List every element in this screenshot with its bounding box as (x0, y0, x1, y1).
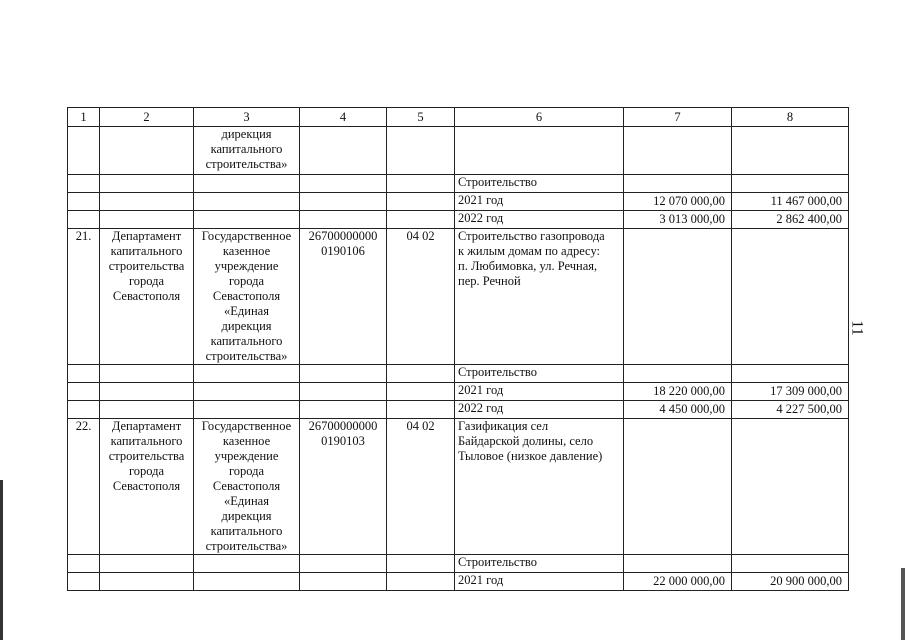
year-cell: 2022 год (455, 211, 624, 229)
text-line: казенное (222, 244, 271, 258)
year-cell: 2021 год (455, 573, 624, 591)
organization-cell (194, 229, 300, 365)
text-line: Государственное (201, 419, 292, 433)
text-line: строительства» (205, 157, 288, 171)
table-row (68, 401, 849, 419)
column-header: 4 (300, 108, 387, 127)
text-line: капитального (110, 434, 183, 448)
table-row (68, 573, 849, 591)
text-line: строительства» (205, 349, 288, 363)
text-line: строительства (108, 449, 185, 463)
amount-cell: 22 000 000,00 (624, 573, 732, 591)
code-cell (300, 229, 387, 365)
amount-cell: 18 220 000,00 (624, 383, 732, 401)
text-line: Севастополя (112, 479, 181, 493)
column-header: 7 (624, 108, 732, 127)
section-cell: 04 02 (387, 229, 455, 365)
amount-cell: 11 467 000,00 (732, 193, 849, 211)
amount-cell: 4 450 000,00 (624, 401, 732, 419)
amount-cell: 4 227 500,00 (732, 401, 849, 419)
text-line: 0190106 (321, 244, 365, 258)
text-line: строительства» (205, 539, 288, 553)
column-header: 6 (455, 108, 624, 127)
text-line: учреждение (214, 449, 279, 463)
row-number: 21. (68, 229, 100, 365)
text-line: Департамент (111, 419, 182, 433)
year-cell: 2022 год (455, 401, 624, 419)
text-line: Департамент (111, 229, 182, 243)
column-header: 8 (732, 108, 849, 127)
organization-cell (194, 419, 300, 555)
text-line: п. Любимовка, ул. Речная, (458, 259, 598, 273)
section-cell: 04 02 (387, 419, 455, 555)
text-line: города (228, 464, 265, 478)
amount-cell: 20 900 000,00 (732, 573, 849, 591)
department-cell (100, 229, 194, 365)
amount-cell: 12 070 000,00 (624, 193, 732, 211)
scan-edge-right (901, 568, 905, 640)
year-cell: 2021 год (455, 193, 624, 211)
text-line: 0190103 (321, 434, 365, 448)
text-line: Севастополя (212, 479, 281, 493)
text-line: казенное (222, 434, 271, 448)
table-row (68, 175, 849, 193)
object-cell (455, 419, 624, 555)
text-line: Строительство газопровода (458, 229, 605, 243)
text-line: капитального (110, 244, 183, 258)
text-line: капитального (210, 524, 283, 538)
text-line: города (128, 464, 165, 478)
subtype-cell: Строительство (455, 555, 624, 573)
table-row (68, 419, 849, 555)
text-line: города (128, 274, 165, 288)
text-line: пер. Речной (458, 274, 521, 288)
text-line: учреждение (214, 259, 279, 273)
header-row (68, 108, 849, 127)
text-line: Байдарской долины, село (458, 434, 594, 448)
text-line: Газификация сел (458, 419, 549, 433)
year-cell: 2021 год (455, 383, 624, 401)
object-cell (455, 229, 624, 365)
table-row (68, 229, 849, 365)
text-line: дирекция (221, 509, 272, 523)
text-line: 26700000000 (308, 229, 378, 243)
amount-cell: 2 862 400,00 (732, 211, 849, 229)
text-line: строительства (108, 259, 185, 273)
text-line: капитального (210, 334, 283, 348)
subtype-cell: Строительство (455, 175, 624, 193)
column-header: 2 (100, 108, 194, 127)
organization-cell (194, 127, 300, 175)
column-header: 5 (387, 108, 455, 127)
table-row (68, 211, 849, 229)
text-line: дирекция (221, 319, 272, 333)
column-header: 3 (194, 108, 300, 127)
text-line: Тыловое (низкое давление) (458, 449, 603, 463)
table-row (68, 555, 849, 573)
text-line: «Единая (224, 494, 269, 508)
code-cell (300, 419, 387, 555)
text-line: капитального (210, 142, 283, 156)
amount-cell: 17 309 000,00 (732, 383, 849, 401)
text-line: Севастополя (212, 289, 281, 303)
column-header: 1 (68, 108, 100, 127)
amount-cell: 3 013 000,00 (624, 211, 732, 229)
text-line: города (228, 274, 265, 288)
department-cell (100, 419, 194, 555)
text-line: 26700000000 (308, 419, 378, 433)
row-number: 22. (68, 419, 100, 555)
table-row (68, 365, 849, 383)
budget-table (67, 107, 849, 591)
subtype-cell: Строительство (455, 365, 624, 383)
text-line: дирекция (221, 127, 272, 141)
table-row (68, 193, 849, 211)
text-line: «Единая (224, 304, 269, 318)
text-line: Государственное (201, 229, 292, 243)
scan-edge-left (0, 480, 3, 640)
page-number: 11 (848, 320, 866, 336)
text-line: Севастополя (112, 289, 181, 303)
text-line: к жилым домам по адресу: (458, 244, 600, 258)
table-row (68, 383, 849, 401)
table-row (68, 127, 849, 175)
